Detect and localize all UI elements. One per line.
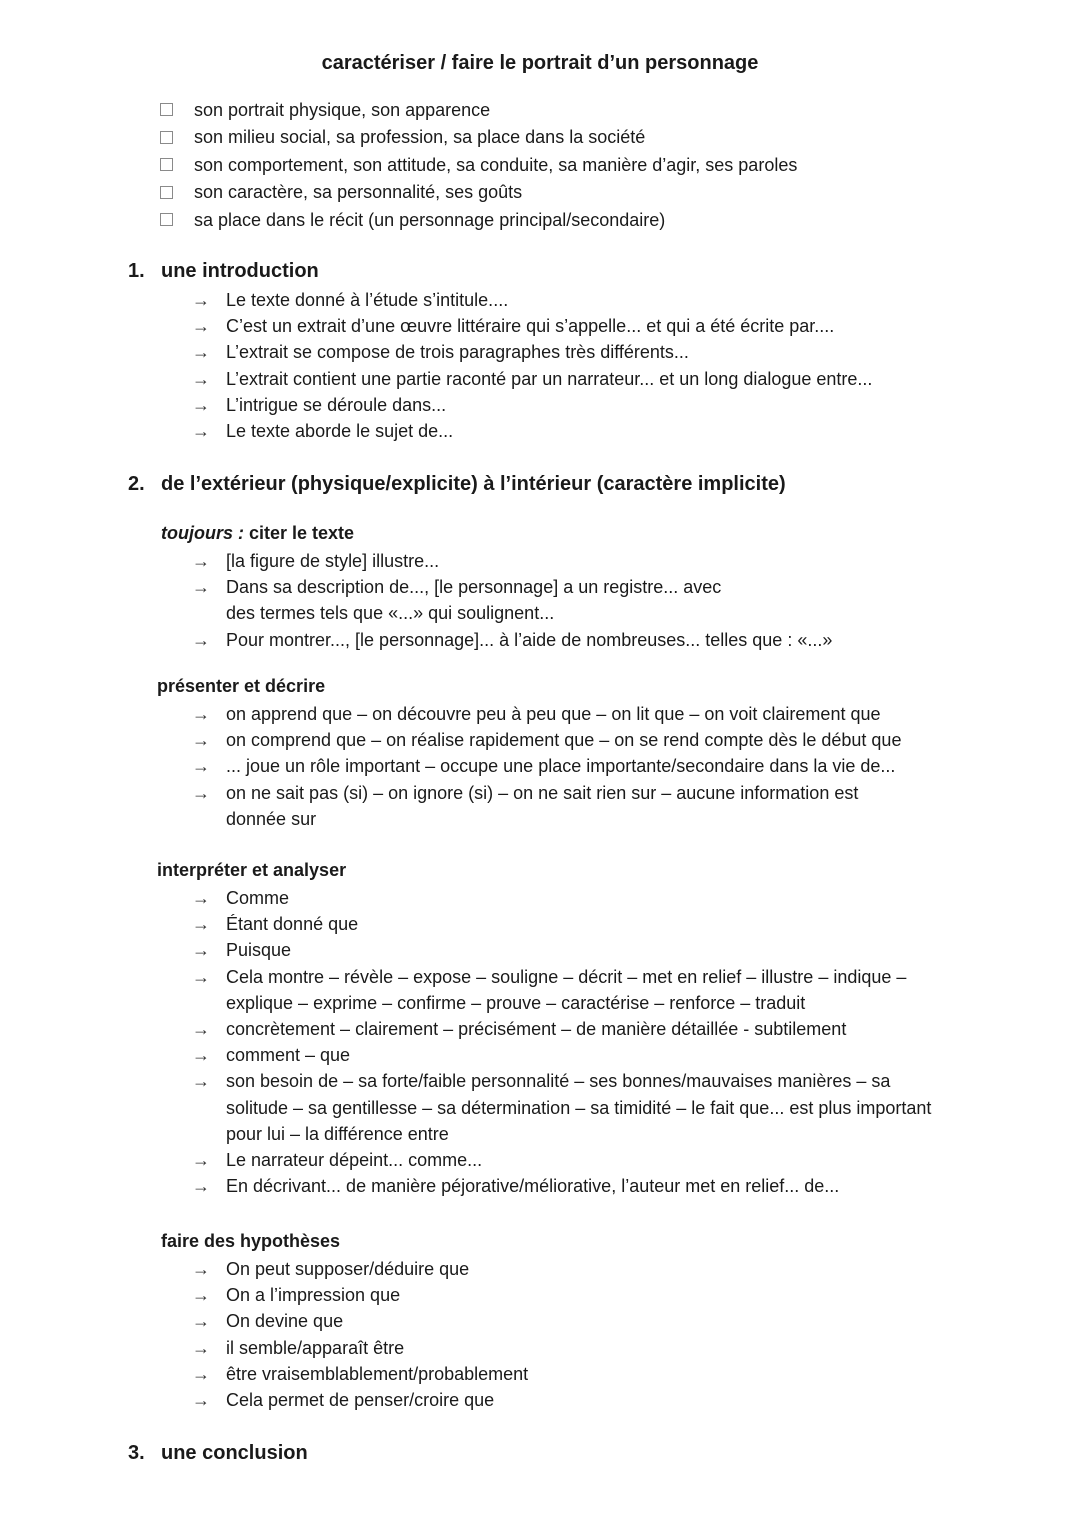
arrow-icon: → [192, 551, 210, 571]
arrow-icon: → [192, 1176, 210, 1197]
arrow-icon: → [192, 730, 210, 751]
arrow-icon: → [192, 577, 210, 598]
list-item [192, 574, 722, 626]
list-item [192, 1016, 937, 1042]
list-item-text: Pour montrer..., [le personnage]... à l’aide de nombreuses... telles que : «...» [226, 629, 833, 650]
presenter-list [192, 701, 962, 832]
checklist-item [160, 179, 1020, 207]
section-title: de l’extérieur (physique/explicite) à l’intérieur (caractère implicite) [161, 473, 786, 495]
list-item-text: Puisque [226, 940, 292, 961]
checklist-item-text: son comportement, son attitude, sa conduite, sa manière d’agir, ses paroles [194, 154, 798, 175]
subheading-toujours [161, 523, 354, 544]
arrow-icon: → [192, 1045, 210, 1066]
list-item [192, 1361, 962, 1387]
arrow-icon: → [192, 1285, 210, 1306]
list-item-text: Le texte aborde le sujet de... [226, 421, 454, 442]
list-item-text: L’extrait contient une partie raconté par un narrateur... et un long dialogue entre... [226, 368, 873, 389]
list-item [192, 548, 962, 574]
section-number: 3. [128, 1442, 145, 1464]
list-item-text: concrètement – clairement – précisément – de manière détaillée - subtilement [226, 1019, 847, 1040]
list-item [192, 937, 937, 963]
section-1-heading [128, 260, 1028, 283]
arrow-icon: → [192, 782, 210, 803]
checkbox-icon[interactable] [160, 186, 173, 199]
list-item-text: On a l’impression que [226, 1285, 401, 1306]
list-item [192, 701, 962, 727]
list-item [192, 392, 962, 418]
subheading-hypotheses: faire des hypothèses [161, 1231, 341, 1251]
arrow-icon: → [192, 421, 210, 442]
list-item [192, 1387, 962, 1413]
checklist-item [160, 206, 1020, 234]
section-title: une introduction [161, 260, 319, 282]
list-item [192, 780, 912, 832]
arrow-icon: → [192, 704, 210, 724]
subheading-italic: toujours : [161, 523, 244, 543]
list-item-text: Comme [226, 888, 290, 908]
list-item [192, 287, 962, 313]
arrow-icon: → [192, 629, 210, 650]
list-item [192, 627, 962, 653]
list-item [192, 885, 937, 911]
list-item-text: On peut supposer/déduire que [226, 1259, 470, 1279]
checklist-item-text: son caractère, sa personnalité, ses goûts [194, 182, 523, 203]
checklist [160, 96, 1020, 234]
checklist-item [160, 124, 1020, 152]
section-2-heading [128, 473, 1028, 496]
list-item-text: Cela montre – révèle – expose – souligne – décrit – met en relief – illustre – indique – explique – exprime – confirme – prouve – caractérise – renforce – traduit [226, 966, 907, 1013]
list-item-text: ... joue un rôle important – occupe une place importante/secondaire dans la vie de... [226, 756, 896, 777]
arrow-icon: → [192, 342, 210, 363]
arrow-icon: → [192, 966, 210, 987]
arrow-icon: → [192, 1390, 210, 1411]
interpreter-list [192, 885, 937, 1199]
checkbox-icon[interactable] [160, 213, 173, 226]
arrow-icon: → [192, 914, 210, 935]
section-1-list [192, 287, 962, 444]
list-item-text: Étant donné que [226, 914, 359, 935]
arrow-icon: → [192, 394, 210, 415]
arrow-icon: → [192, 756, 210, 777]
checkbox-icon[interactable] [160, 103, 173, 116]
list-item-text: comment – que [226, 1045, 351, 1066]
list-item [192, 313, 962, 339]
checkbox-icon[interactable] [160, 131, 173, 144]
list-item-text: On devine que [226, 1311, 344, 1332]
list-item-text: il semble/apparaît être [226, 1337, 405, 1358]
page-title: caractériser / faire le portrait d’un personnage [321, 52, 759, 74]
list-item [192, 339, 962, 365]
list-item [192, 727, 962, 753]
list-item [192, 964, 937, 1016]
list-item [192, 418, 962, 444]
list-item [192, 1335, 962, 1361]
list-item [192, 1308, 962, 1334]
section-number: 1. [128, 260, 145, 282]
checklist-item-text: son milieu social, sa profession, sa place dans la société [194, 127, 646, 148]
checklist-item-text: son portrait physique, son apparence [194, 99, 491, 120]
list-item-text: on comprend que – on réalise rapidement que – on se rend compte dès le début que [226, 730, 902, 751]
subheading-presenter: présenter et décrire [157, 676, 326, 696]
list-item-text: être vraisemblablement/probablement [226, 1363, 529, 1384]
arrow-icon: → [192, 316, 210, 337]
section-title: une conclusion [161, 1442, 308, 1464]
checkbox-icon[interactable] [160, 158, 173, 171]
list-item-text: C’est un extrait d’une œuvre littéraire qui s’appelle... et qui a été écrite par.... [226, 316, 835, 337]
section-number: 2. [128, 473, 145, 495]
list-item-text: [la figure de style] illustre... [226, 551, 440, 571]
list-item [192, 1256, 962, 1282]
arrow-icon: → [192, 368, 210, 389]
subheading-rest: citer le texte [244, 523, 355, 543]
checklist-item [160, 151, 1020, 179]
arrow-icon: → [192, 940, 210, 961]
arrow-icon: → [192, 1019, 210, 1040]
arrow-icon: → [192, 1150, 210, 1171]
subheading-interpreter: interpréter et analyser [157, 860, 347, 880]
list-item-text: Dans sa description de..., [le personnage] a un registre... avec des termes tels que «...» qui soulignent... [226, 577, 722, 624]
arrow-icon: → [192, 1363, 210, 1384]
toujours-list [192, 548, 962, 653]
list-item [192, 1068, 937, 1147]
list-item [192, 1147, 937, 1173]
checklist-item [160, 96, 1020, 124]
list-item-text: L’intrigue se déroule dans... [226, 394, 447, 415]
list-item [192, 753, 962, 779]
list-item-text: Cela permet de penser/croire que [226, 1390, 495, 1411]
list-item [192, 366, 962, 392]
list-item [192, 1042, 937, 1068]
arrow-icon: → [192, 1311, 210, 1332]
list-item-text: son besoin de – sa forte/faible personnalité – ses bonnes/mauvaises manières – sa solitude – sa gentillesse – sa détermination – sa timidité – le fait que... est plus important pour lui – la différence entre [226, 1071, 932, 1144]
arrow-icon: → [192, 888, 210, 908]
arrow-icon: → [192, 290, 210, 310]
arrow-icon: → [192, 1337, 210, 1358]
list-item-text: L’extrait se compose de trois paragraphes très différents... [226, 342, 689, 363]
section-3-heading [128, 1442, 1028, 1465]
list-item-text: on apprend que – on découvre peu à peu que – on lit que – on voit clairement que [226, 704, 881, 724]
list-item-text: Le texte donné à l’étude s’intitule.... [226, 290, 509, 310]
checklist-item-text: sa place dans le récit (un personnage principal/secondaire) [194, 209, 666, 230]
arrow-icon: → [192, 1071, 210, 1092]
list-item [192, 1173, 912, 1199]
list-item-text: En décrivant... de manière péjorative/méliorative, l’auteur met en relief... de... [226, 1176, 840, 1197]
hypotheses-list [192, 1256, 962, 1413]
list-item-text: Le narrateur dépeint... comme... [226, 1150, 483, 1171]
list-item [192, 1282, 962, 1308]
list-item-text: on ne sait pas (si) – on ignore (si) – on ne sait rien sur – aucune information est donnée sur [226, 782, 859, 829]
list-item [192, 911, 937, 937]
arrow-icon: → [192, 1259, 210, 1279]
